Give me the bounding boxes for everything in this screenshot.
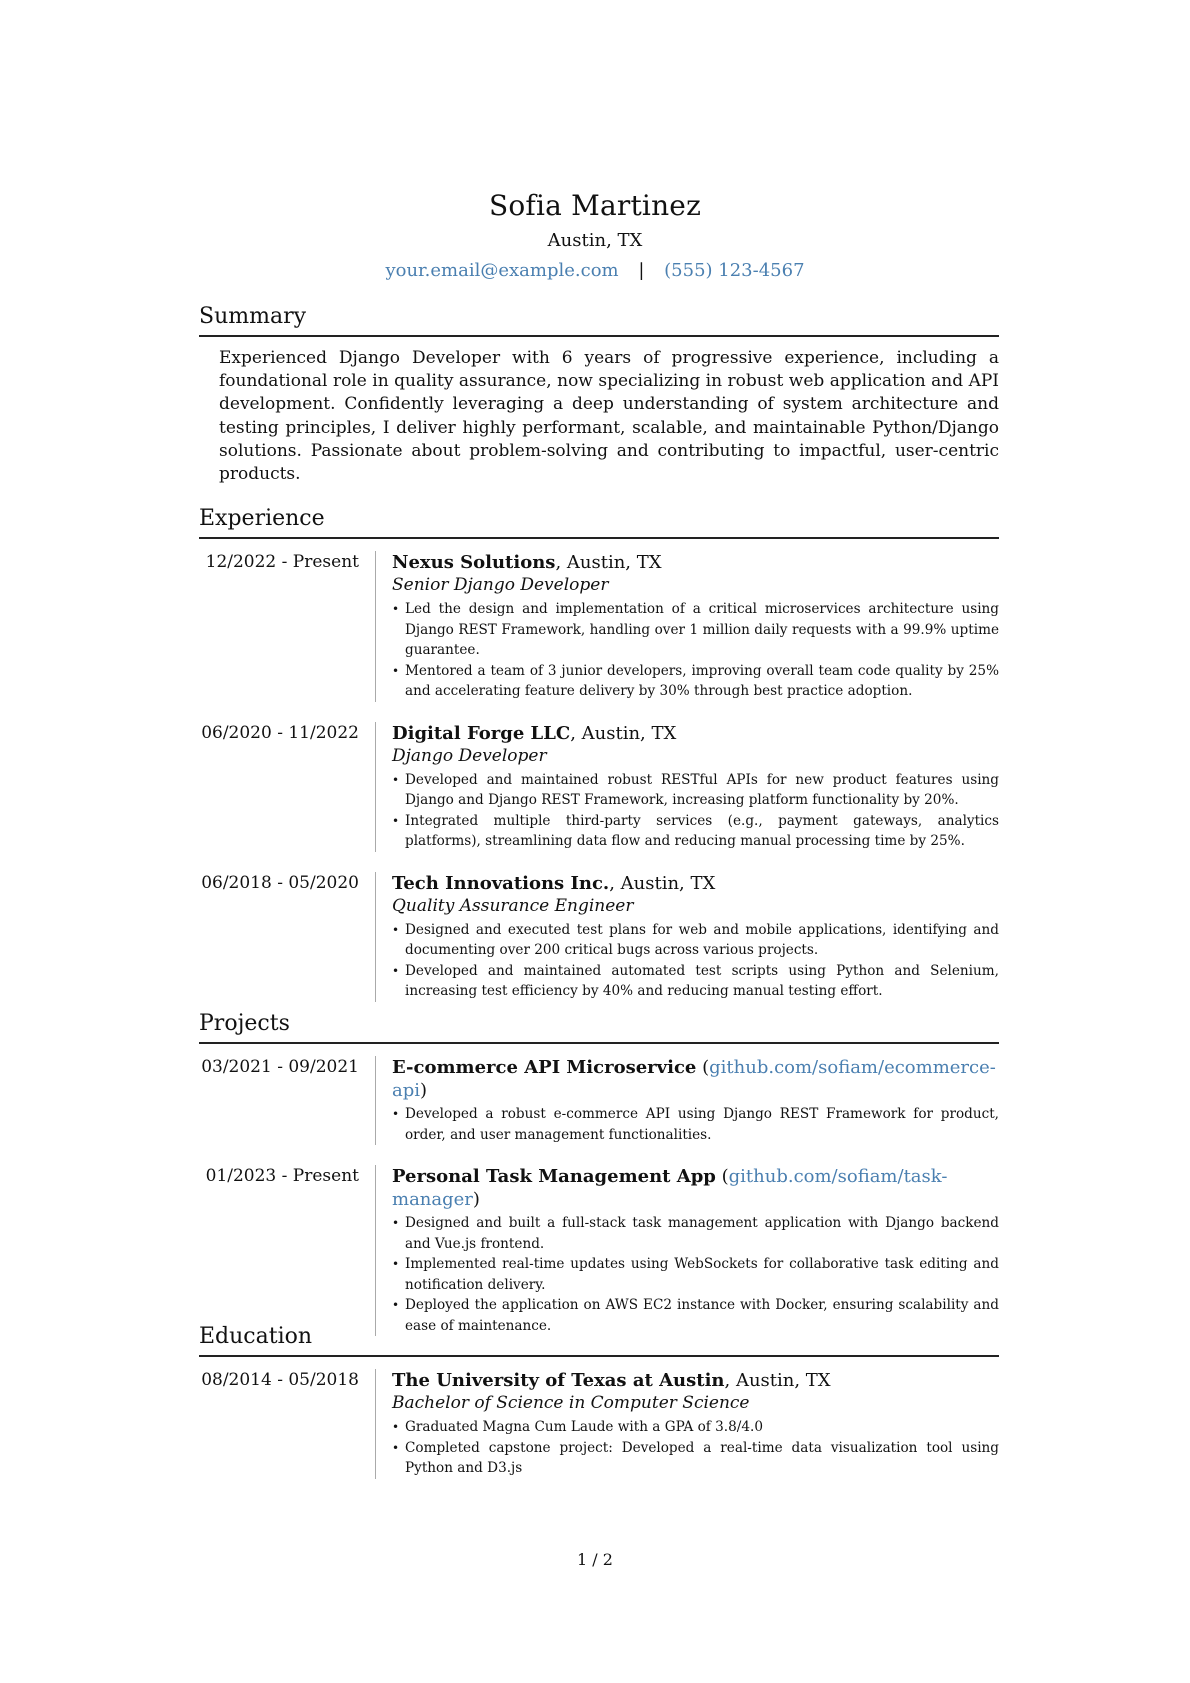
entry-org	[392, 872, 999, 895]
phone-link[interactable]: (555) 123-4567	[664, 260, 805, 281]
bullet-item: • Deployed the application on AWS EC2 instance with Docker, ensuring scalability and ease of maintenance.	[392, 1295, 999, 1336]
experience-entry	[199, 551, 999, 702]
project-title: Personal Task Management App (github.com/sofiam/task-manager)	[392, 1166, 948, 1210]
bullet-list	[392, 920, 999, 1002]
candidate-name: Sofia Martinez	[488, 189, 702, 222]
contact-separator: |	[638, 260, 645, 281]
project-title: E-commerce API Microservice (github.com/sofiam/ecommerce-api)	[392, 1057, 996, 1101]
job-role: Senior Django Developer	[392, 575, 609, 595]
bullet-item: • Developed and maintained robust RESTful APIs for new product features using Django and Django REST Framework, increasing platform functionality by 20%.	[392, 770, 999, 811]
contact-line	[0, 258, 1190, 284]
entry-body	[375, 872, 999, 1002]
resume-header	[0, 188, 1190, 284]
company-name: Digital Forge LLC	[392, 722, 571, 744]
job-role: Quality Assurance Engineer	[392, 895, 634, 916]
project-name: E-commerce API Microservice	[392, 1057, 697, 1078]
entry-date: 06/2018 - 05/2020	[201, 872, 359, 893]
company-name: Nexus Solutions	[392, 552, 556, 573]
job-role: Django Developer	[392, 745, 547, 766]
entry-org	[392, 551, 999, 574]
entry-date: 06/2020 - 11/2022	[201, 722, 359, 743]
bullet-item: • Integrated multiple third-party services (e.g., payment gateways, analytics platforms), streamlining data flow and reducing manual processing time by 25%.	[392, 811, 999, 852]
page-number: 1 / 2	[577, 1550, 613, 1569]
summary-text: Experienced Django Developer with 6 years of progressive experience, including a foundational role in quality assurance, now specializing in robust web application and API development. Confidently leveraging a deep understanding of system architecture and testing principles, I deliver highly performant, scalable, and maintainable Python/Django solutions. Passionate about problem-solving and contributing to impactful, user-centric products.	[219, 348, 999, 485]
bullet-item: • Developed a robust e-commerce API using Django REST Framework for product, order, and user management functionalities.	[392, 1104, 999, 1145]
section-title-experience: Experience	[199, 505, 999, 539]
experience-entry	[199, 872, 999, 1002]
summary-section	[199, 303, 999, 486]
bullet-item: • Completed capstone project: Developed a real-time data visualization tool using Python and D3.js	[392, 1438, 999, 1479]
bullet-list	[392, 1213, 999, 1336]
section-title-education: Education	[199, 1323, 999, 1357]
bullet-item: • Graduated Magna Cum Laude with a GPA of 3.8/4.0	[392, 1417, 999, 1438]
experience-entry	[199, 722, 999, 852]
project-entry	[199, 1056, 999, 1145]
section-title-summary: Summary	[199, 303, 999, 337]
entry-body	[375, 1369, 999, 1479]
entry-date: 08/2014 - 05/2018	[201, 1370, 359, 1390]
bullet-item: • Developed and maintained automated test scripts using Python and Selenium, increasing test efficiency by 40% and reducing manual testing effort.	[392, 961, 999, 1002]
bullet-item: • Designed and executed test plans for web and mobile applications, identifying and documenting over 200 critical bugs across various projects.	[392, 920, 999, 961]
project-link[interactable]: github.com/sofiam/task-manager	[392, 1166, 948, 1210]
bullet-item: • Designed and built a full-stack task management application with Django backend and Vue.js frontend.	[392, 1213, 999, 1254]
projects-section	[199, 1010, 999, 1336]
bullet-item: • Led the design and implementation of a critical microservices architecture using Django REST Framework, handling over 1 million daily requests with a 99.9% uptime guarantee.	[392, 599, 999, 661]
bullet-list	[392, 599, 999, 702]
project-name: Personal Task Management App	[392, 1166, 716, 1187]
bullet-list	[392, 1417, 999, 1479]
section-title-projects: Projects	[199, 1010, 999, 1044]
education-section	[199, 1323, 999, 1479]
school-name: The University of Texas at Austin	[392, 1370, 725, 1391]
entry-date: 03/2021 - 09/2021	[201, 1057, 359, 1077]
entry-body	[375, 722, 999, 852]
company-location: , Austin, TX	[609, 872, 716, 894]
school-location: , Austin, TX	[724, 1370, 831, 1391]
entry-body	[375, 1056, 999, 1145]
entry-body	[375, 1165, 999, 1336]
project-entry	[199, 1165, 999, 1336]
entry-org	[392, 1369, 999, 1392]
bullet-item: • Implemented real-time updates using WebSockets for collaborative task editing and notification delivery.	[392, 1254, 999, 1295]
company-name: Tech Innovations Inc.	[392, 872, 610, 894]
entry-date: 12/2022 - Present	[205, 552, 359, 572]
project-link[interactable]: github.com/sofiam/ecommerce-api	[392, 1057, 996, 1101]
email-link[interactable]: your.email@example.com	[385, 260, 619, 281]
entry-body	[375, 551, 999, 702]
company-location: , Austin, TX	[570, 722, 677, 744]
entry-org	[392, 722, 999, 745]
experience-section	[199, 505, 999, 1002]
candidate-location: Austin, TX	[547, 230, 643, 251]
education-entry	[199, 1369, 999, 1479]
company-location: , Austin, TX	[555, 552, 662, 573]
bullet-item: • Mentored a team of 3 junior developers, improving overall team code quality by 25% and accelerating feature delivery by 30% through best practice adoption.	[392, 661, 999, 702]
degree-title: Bachelor of Science in Computer Science	[392, 1393, 750, 1413]
bullet-list	[392, 1104, 999, 1145]
bullet-list	[392, 770, 999, 852]
entry-date: 01/2023 - Present	[205, 1166, 359, 1186]
